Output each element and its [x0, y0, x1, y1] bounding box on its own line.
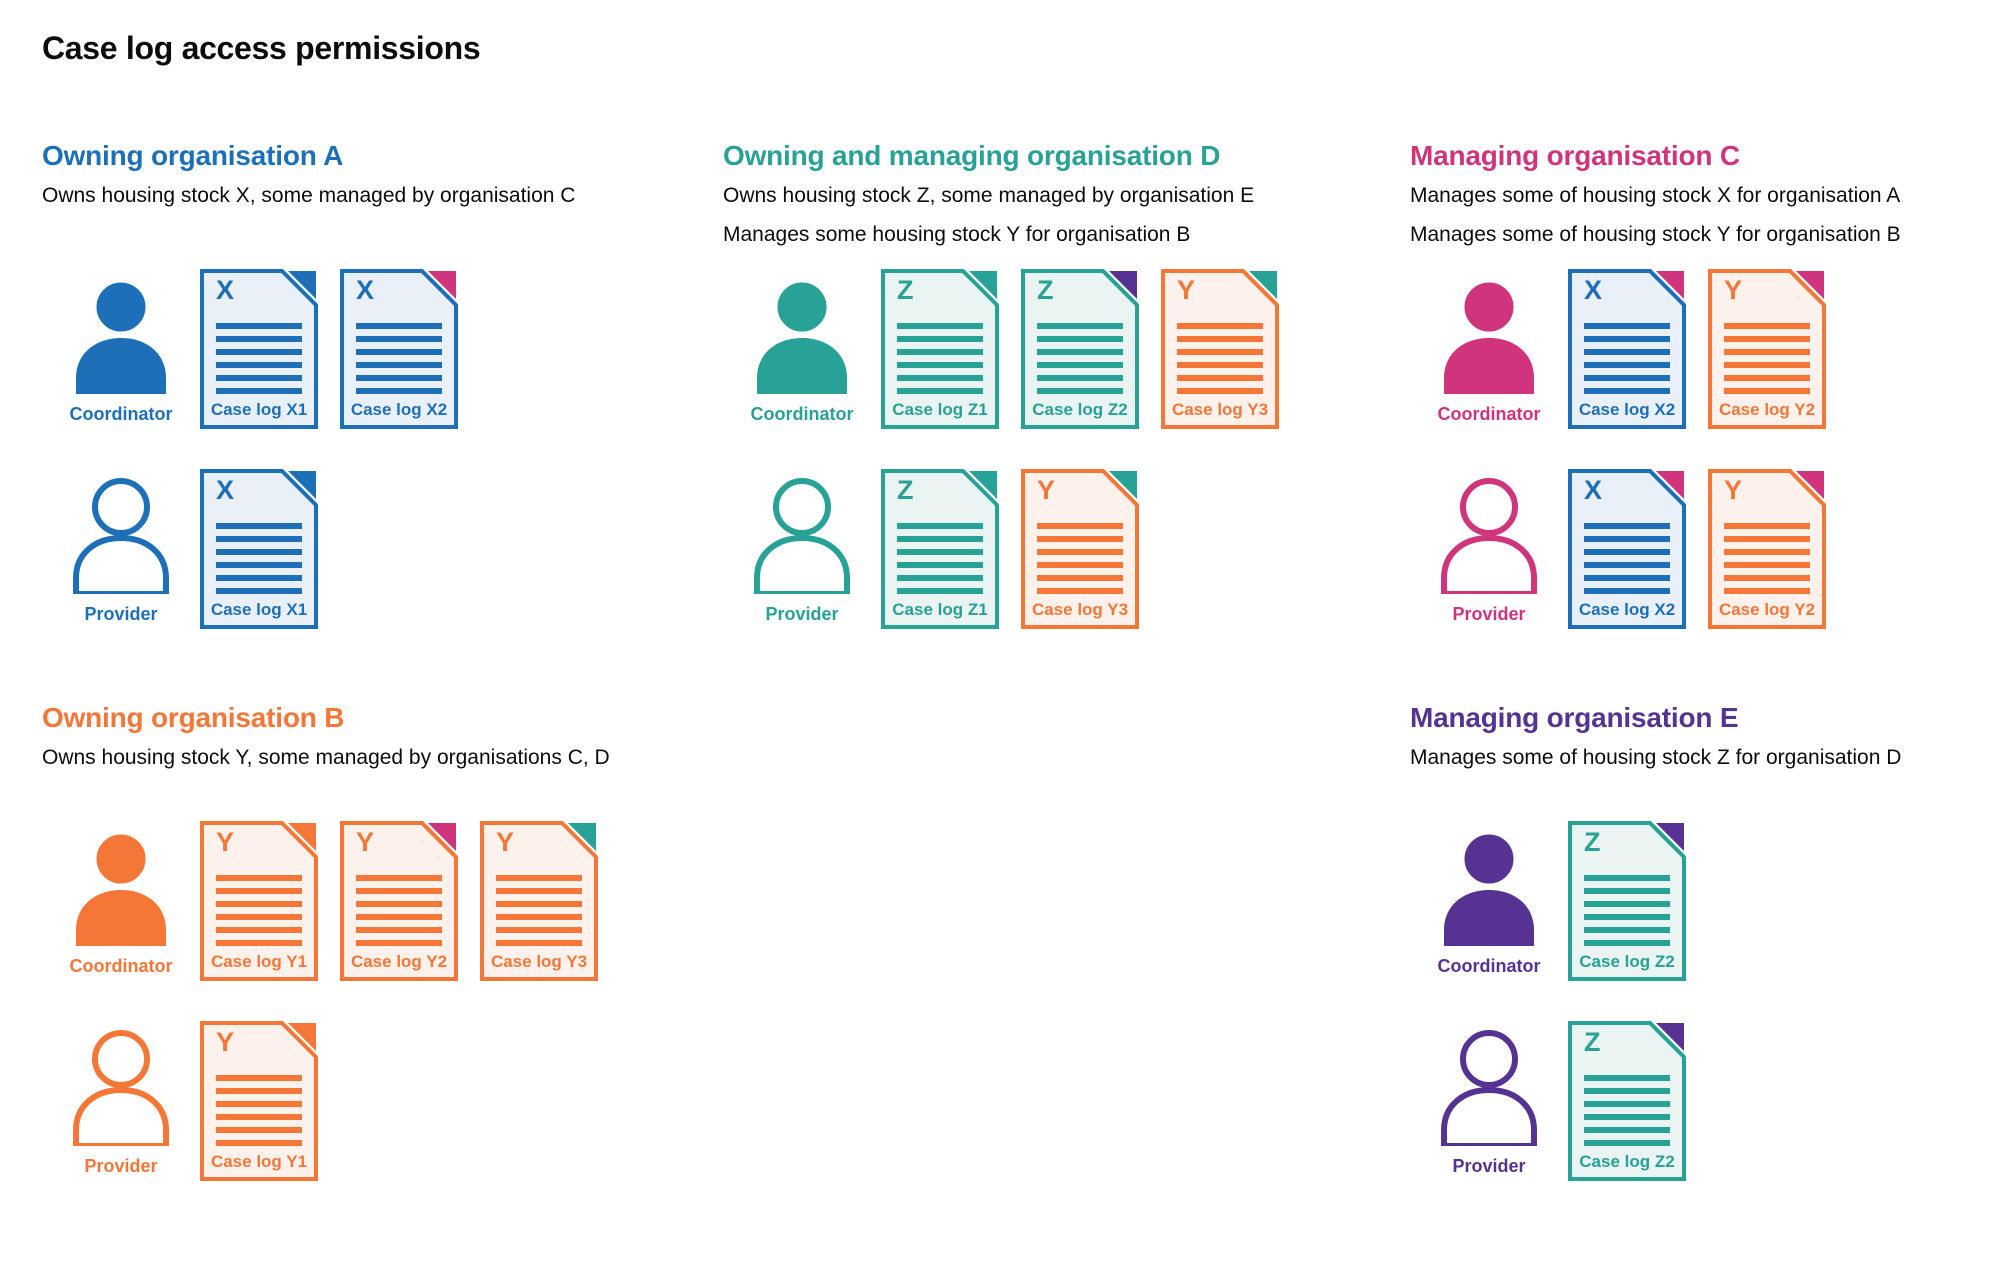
section-heading: Owning organisation A: [42, 140, 344, 171]
permission-row-provider: [42, 468, 458, 630]
doc-list: [1568, 269, 1826, 429]
permission-row-provider: [723, 468, 1279, 630]
doc-stock-letter: X: [1584, 275, 1603, 305]
permission-row-coordinator: [723, 268, 1279, 430]
section-description: Owns housing stock Z, some managed by organisation E: [723, 184, 1255, 207]
document-text-line: [216, 1114, 302, 1120]
doc-stock-letter: Y: [1037, 475, 1056, 505]
person-head: [776, 281, 828, 333]
doc-label: Case log Z2: [1579, 1152, 1675, 1171]
person-head: [95, 1033, 147, 1085]
role-label: Provider: [1452, 603, 1526, 624]
document-text-line: [496, 914, 582, 920]
doc-stock-letter: Z: [1037, 275, 1054, 305]
section-heading: Owning organisation B: [42, 702, 345, 733]
person-block: [723, 274, 881, 425]
document-text-line: [216, 588, 302, 594]
permission-rows: [42, 820, 598, 1220]
document-text-line: [897, 588, 983, 594]
document-text-line: [897, 549, 983, 555]
document-text-line: [1584, 349, 1670, 355]
document-text-line: [216, 349, 302, 355]
case-log-document: [1568, 1021, 1686, 1181]
document-text-line: [216, 1075, 302, 1081]
person-body: [1444, 1090, 1534, 1146]
doc-list: [1568, 1021, 1686, 1181]
document-text-line: [1177, 388, 1263, 394]
case-log-document: [1568, 821, 1686, 981]
document-text-line: [216, 523, 302, 529]
document-text-line: [356, 362, 442, 368]
doc-list: [1568, 469, 1826, 629]
document-text-line: [216, 362, 302, 368]
doc-label: Case log X2: [1578, 400, 1676, 419]
document-text-line: [897, 536, 983, 542]
document-text-line: [1584, 575, 1670, 581]
case-log-document: [480, 821, 598, 981]
doc-stock-letter: X: [1584, 475, 1603, 505]
coordinator-icon: [1439, 274, 1539, 394]
provider-icon: [71, 474, 171, 594]
document-text-line: [496, 888, 582, 894]
document-text-line: [1584, 1088, 1670, 1094]
permission-rows: [1410, 268, 1826, 668]
coordinator-icon: [71, 274, 171, 394]
person-head: [776, 481, 828, 533]
document-text-line: [1037, 375, 1123, 381]
document-text-line: [1177, 362, 1263, 368]
document-text-line: [1037, 388, 1123, 394]
document-text-line: [356, 914, 442, 920]
doc-stock-letter: Y: [216, 1027, 235, 1057]
page-title: Case log access permissions: [42, 30, 481, 66]
person-body: [1444, 338, 1534, 394]
doc-list: [200, 1021, 318, 1181]
case-log-document: [1161, 269, 1279, 429]
document-text-line: [216, 1088, 302, 1094]
document-text-line: [897, 375, 983, 381]
document-text-line: [216, 549, 302, 555]
person-head: [95, 281, 147, 333]
case-log-document: [200, 269, 318, 429]
doc-label: Case log X2: [350, 400, 448, 419]
section-heading: Managing organisation E: [1410, 702, 1739, 733]
doc-label: Case log X2: [1578, 600, 1676, 619]
doc-stock-letter: Z: [1584, 1027, 1601, 1057]
document-text-line: [1584, 1075, 1670, 1081]
section-description: Manages some housing stock Y for organisation B: [723, 223, 1191, 246]
doc-label: Case log X1: [210, 400, 308, 419]
person-block: [42, 1026, 200, 1177]
document-text-line: [356, 940, 442, 946]
person-head: [1463, 1033, 1515, 1085]
case-log-document: [200, 1021, 318, 1181]
document-text-line: [1037, 523, 1123, 529]
document-text-line: [496, 927, 582, 933]
case-log-document: [1568, 269, 1686, 429]
permission-row-coordinator: [1410, 820, 1686, 982]
case-log-document: [200, 821, 318, 981]
case-log-document: [1568, 469, 1686, 629]
document-text-line: [216, 575, 302, 581]
role-label: Provider: [84, 603, 158, 624]
case-log-document: [340, 269, 458, 429]
document-text-line: [216, 388, 302, 394]
document-text-line: [1724, 562, 1810, 568]
doc-label: Case log Y3: [1031, 600, 1129, 619]
doc-stock-letter: X: [216, 475, 235, 505]
document-text-line: [1037, 362, 1123, 368]
document-text-line: [216, 562, 302, 568]
doc-list: [881, 269, 1279, 429]
permission-row-coordinator: [42, 820, 598, 982]
document-text-line: [216, 875, 302, 881]
document-text-line: [1177, 323, 1263, 329]
case-log-document: [200, 469, 318, 629]
section-heading: Managing organisation C: [1410, 140, 1740, 171]
document-text-line: [897, 336, 983, 342]
doc-stock-letter: Y: [1724, 275, 1743, 305]
document-text-line: [216, 1140, 302, 1146]
document-text-line: [1584, 588, 1670, 594]
person-block: [723, 474, 881, 625]
document-text-line: [496, 875, 582, 881]
document-text-line: [1584, 1140, 1670, 1146]
person-block: [1410, 274, 1568, 425]
doc-label: Case log Y2: [350, 952, 448, 971]
role-label: Coordinator: [1437, 955, 1541, 976]
doc-label: Case log Z1: [892, 600, 988, 619]
section-description: Manages some of housing stock Y for organisation B: [1410, 223, 1901, 246]
permission-rows: [1410, 820, 1686, 1220]
coordinator-icon: [752, 274, 852, 394]
section-description: Owns housing stock Y, some managed by organisations C, D: [42, 746, 610, 769]
permission-row-provider: [1410, 1020, 1686, 1182]
person-body: [76, 1090, 166, 1146]
document-text-line: [1724, 388, 1810, 394]
doc-label: Case log Y2: [1718, 400, 1816, 419]
document-text-line: [1584, 336, 1670, 342]
section-heading: Owning and managing organisation D: [723, 140, 1221, 171]
document-text-line: [1584, 875, 1670, 881]
section-owning-org-b: [42, 702, 707, 1272]
provider-icon: [1439, 1026, 1539, 1146]
doc-label: Case log X1: [210, 600, 308, 619]
permission-rows: [723, 268, 1279, 668]
document-text-line: [1724, 336, 1810, 342]
document-text-line: [1037, 323, 1123, 329]
case-log-document: [1708, 469, 1826, 629]
doc-list: [200, 269, 458, 429]
document-text-line: [897, 562, 983, 568]
case-log-document: [1021, 469, 1139, 629]
document-text-line: [356, 888, 442, 894]
document-text-line: [1037, 336, 1123, 342]
document-text-line: [216, 336, 302, 342]
section-description: Owns housing stock X, some managed by organisation C: [42, 184, 576, 207]
document-text-line: [1724, 362, 1810, 368]
document-text-line: [1584, 375, 1670, 381]
doc-label: Case log Z2: [1032, 400, 1128, 419]
document-text-line: [216, 323, 302, 329]
document-text-line: [496, 940, 582, 946]
role-label: Coordinator: [750, 403, 854, 424]
provider-icon: [1439, 474, 1539, 594]
document-text-line: [356, 901, 442, 907]
document-text-line: [1584, 388, 1670, 394]
doc-stock-letter: Y: [1724, 475, 1743, 505]
document-text-line: [1724, 536, 1810, 542]
document-text-line: [1037, 549, 1123, 555]
document-text-line: [1584, 523, 1670, 529]
document-text-line: [897, 323, 983, 329]
document-text-line: [1584, 362, 1670, 368]
document-text-line: [216, 375, 302, 381]
document-text-line: [216, 1127, 302, 1133]
case-log-document: [881, 469, 999, 629]
role-label: Coordinator: [69, 403, 173, 424]
person-block: [42, 474, 200, 625]
doc-list: [881, 469, 1139, 629]
person-block: [1410, 474, 1568, 625]
permission-row-coordinator: [42, 268, 458, 430]
document-text-line: [897, 388, 983, 394]
document-text-line: [356, 388, 442, 394]
document-text-line: [356, 927, 442, 933]
doc-stock-letter: X: [356, 275, 375, 305]
document-text-line: [216, 888, 302, 894]
role-label: Coordinator: [1437, 403, 1541, 424]
document-text-line: [897, 523, 983, 529]
person-block: [1410, 826, 1568, 977]
role-label: Provider: [84, 1155, 158, 1176]
section-managing-org-e: [1410, 702, 1985, 1272]
document-text-line: [1037, 562, 1123, 568]
role-label: Coordinator: [69, 955, 173, 976]
document-text-line: [216, 1101, 302, 1107]
document-text-line: [356, 375, 442, 381]
document-text-line: [1584, 536, 1670, 542]
document-text-line: [1584, 1127, 1670, 1133]
document-text-line: [1177, 349, 1263, 355]
person-head: [95, 833, 147, 885]
document-text-line: [1724, 549, 1810, 555]
document-text-line: [1584, 914, 1670, 920]
document-text-line: [1584, 940, 1670, 946]
document-text-line: [1584, 888, 1670, 894]
permission-row-provider: [42, 1020, 598, 1182]
person-head: [1463, 481, 1515, 533]
permission-row-coordinator: [1410, 268, 1826, 430]
person-head: [1463, 833, 1515, 885]
document-text-line: [1584, 901, 1670, 907]
coordinator-icon: [1439, 826, 1539, 946]
document-text-line: [1584, 562, 1670, 568]
role-label: Provider: [1452, 1155, 1526, 1176]
person-body: [1444, 538, 1534, 594]
doc-stock-letter: Y: [356, 827, 375, 857]
document-text-line: [356, 323, 442, 329]
document-text-line: [1037, 536, 1123, 542]
person-body: [757, 338, 847, 394]
document-text-line: [1037, 588, 1123, 594]
role-label: Provider: [765, 603, 839, 624]
document-text-line: [1037, 575, 1123, 581]
document-text-line: [216, 536, 302, 542]
doc-label: Case log Z2: [1579, 952, 1675, 971]
document-text-line: [216, 927, 302, 933]
case-log-document: [881, 269, 999, 429]
person-body: [76, 538, 166, 594]
person-block: [42, 826, 200, 977]
document-text-line: [356, 875, 442, 881]
document-text-line: [1584, 323, 1670, 329]
document-text-line: [1724, 349, 1810, 355]
doc-stock-letter: Y: [216, 827, 235, 857]
document-text-line: [897, 362, 983, 368]
document-text-line: [1584, 1101, 1670, 1107]
document-text-line: [1724, 575, 1810, 581]
document-text-line: [496, 901, 582, 907]
document-text-line: [216, 940, 302, 946]
person-block: [42, 274, 200, 425]
document-text-line: [897, 575, 983, 581]
provider-icon: [71, 1026, 171, 1146]
doc-stock-letter: Z: [897, 275, 914, 305]
case-log-document: [1708, 269, 1826, 429]
document-text-line: [1584, 1114, 1670, 1120]
person-body: [1444, 890, 1534, 946]
doc-label: Case log Y2: [1718, 600, 1816, 619]
document-text-line: [1177, 336, 1263, 342]
document-text-line: [897, 349, 983, 355]
document-text-line: [1584, 549, 1670, 555]
provider-icon: [752, 474, 852, 594]
document-text-line: [356, 336, 442, 342]
document-text-line: [1724, 588, 1810, 594]
document-text-line: [216, 901, 302, 907]
person-body: [76, 890, 166, 946]
document-text-line: [1177, 375, 1263, 381]
case-log-document: [1021, 269, 1139, 429]
permission-row-provider: [1410, 468, 1826, 630]
section-description: Manages some of housing stock Z for organisation D: [1410, 746, 1902, 769]
section-owning-org-a: [42, 140, 707, 695]
permission-rows: [42, 268, 458, 668]
document-text-line: [1037, 349, 1123, 355]
document-text-line: [1724, 323, 1810, 329]
doc-stock-letter: Z: [1584, 827, 1601, 857]
person-body: [757, 538, 847, 594]
doc-list: [200, 469, 318, 629]
document-text-line: [1724, 375, 1810, 381]
doc-label: Case log Y1: [210, 1152, 308, 1171]
document-text-line: [1584, 927, 1670, 933]
doc-list: [200, 821, 598, 981]
person-head: [1463, 281, 1515, 333]
doc-label: Case log Z1: [892, 400, 988, 419]
doc-stock-letter: Y: [1177, 275, 1196, 305]
document-text-line: [1724, 523, 1810, 529]
doc-label: Case log Y3: [1171, 400, 1269, 419]
case-log-document: [340, 821, 458, 981]
person-head: [95, 481, 147, 533]
section-description: Manages some of housing stock X for organisation A: [1410, 184, 1901, 207]
doc-stock-letter: Z: [897, 475, 914, 505]
person-body: [76, 338, 166, 394]
doc-label: Case log Y1: [210, 952, 308, 971]
person-block: [1410, 1026, 1568, 1177]
doc-stock-letter: Y: [496, 827, 515, 857]
document-text-line: [216, 914, 302, 920]
doc-stock-letter: X: [216, 275, 235, 305]
document-text-line: [356, 349, 442, 355]
doc-list: [1568, 821, 1686, 981]
section-managing-org-c: [1410, 140, 1985, 695]
section-owning-managing-org-d: [723, 140, 1388, 695]
coordinator-icon: [71, 826, 171, 946]
doc-label: Case log Y3: [490, 952, 588, 971]
